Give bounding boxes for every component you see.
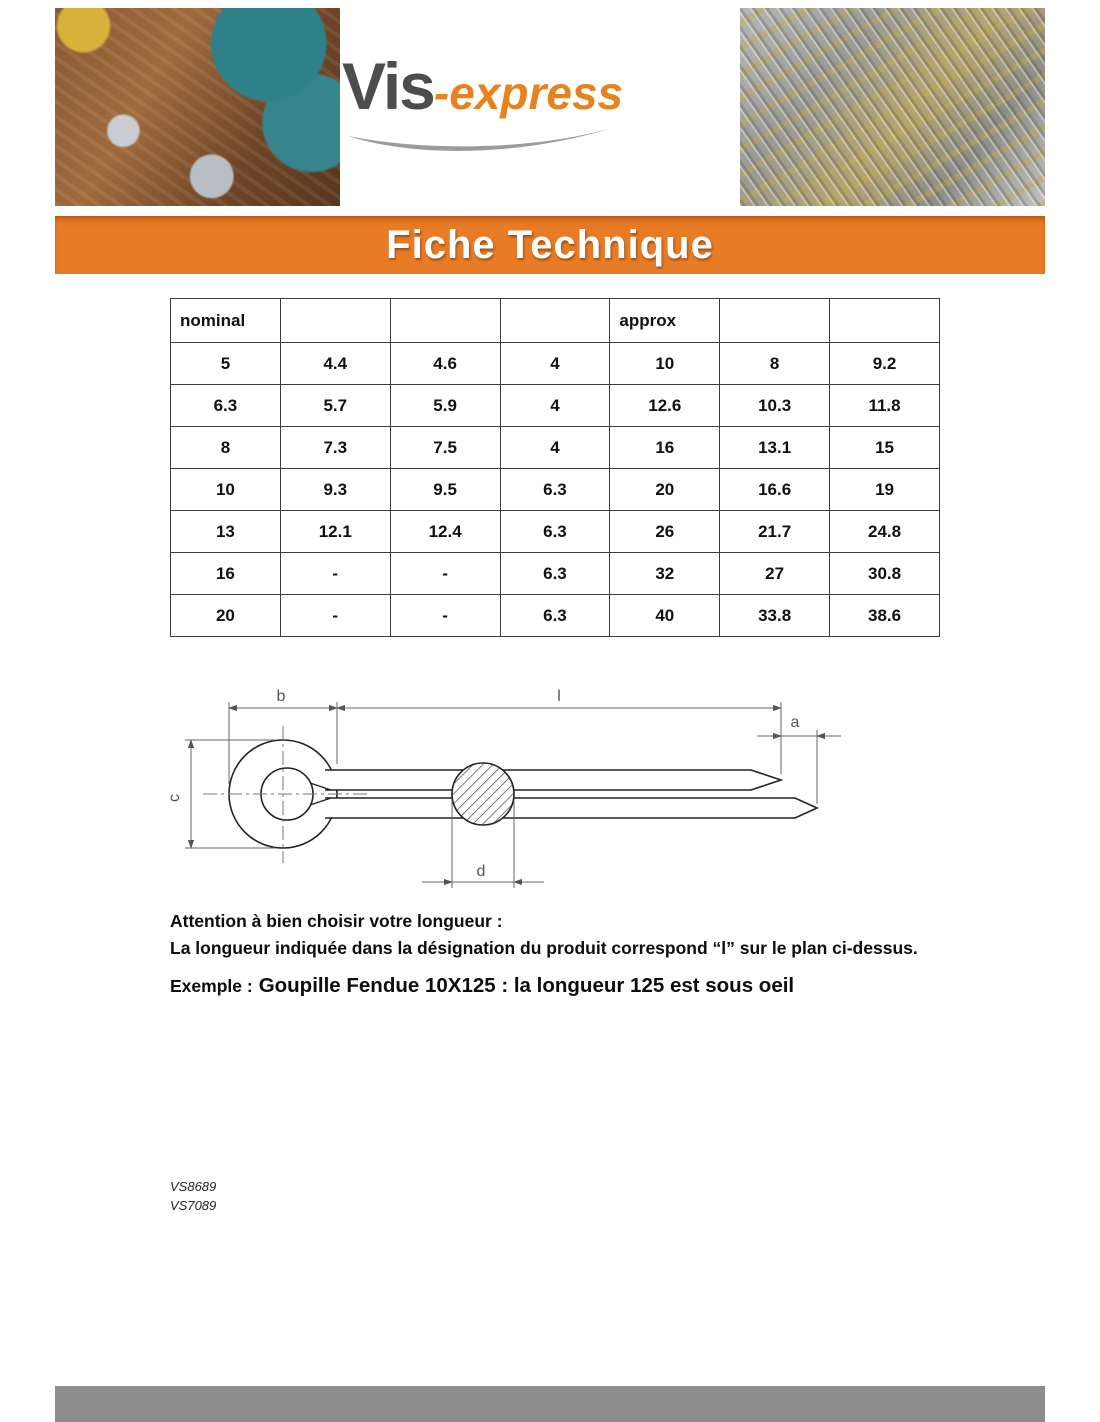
table-cell: 4 bbox=[500, 427, 610, 469]
table-cell: 20 bbox=[171, 595, 281, 637]
product-ref: VS7089 bbox=[170, 1197, 217, 1213]
table-row bbox=[171, 343, 940, 385]
table-cell: 30.8 bbox=[830, 553, 940, 595]
column-header bbox=[280, 299, 390, 343]
table-row bbox=[171, 511, 940, 553]
table-cell: 6.3 bbox=[500, 553, 610, 595]
column-header: approx bbox=[610, 299, 720, 343]
table-cell: 6.3 bbox=[500, 469, 610, 511]
example-text: Goupille Fendue 10X125 : la longueur 125 est sous oeil bbox=[258, 974, 795, 998]
screws-photo bbox=[740, 8, 1045, 206]
table-cell: 4 bbox=[500, 343, 610, 385]
logo-text-express: -express bbox=[433, 67, 624, 119]
table-cell: 9.3 bbox=[280, 469, 390, 511]
header bbox=[55, 8, 1045, 206]
header-row bbox=[171, 299, 940, 343]
table-row bbox=[171, 427, 940, 469]
table-row bbox=[171, 553, 940, 595]
table-cell: 6.3 bbox=[500, 511, 610, 553]
table-cell: 5.7 bbox=[280, 385, 390, 427]
table-cell: 7.5 bbox=[390, 427, 500, 469]
table-cell: 9.2 bbox=[830, 343, 940, 385]
table-cell: 5 bbox=[171, 343, 281, 385]
banner-title: Fiche Technique bbox=[386, 222, 714, 267]
table-cell: 19 bbox=[830, 469, 940, 511]
table-cell: 15 bbox=[830, 427, 940, 469]
table-cell: 10.3 bbox=[720, 385, 830, 427]
table-cell: 16 bbox=[610, 427, 720, 469]
table-row bbox=[171, 469, 940, 511]
table-cell: 4.4 bbox=[280, 343, 390, 385]
table-cell: 33.8 bbox=[720, 595, 830, 637]
product-references bbox=[170, 1178, 216, 1216]
dim-label-d: d bbox=[476, 863, 486, 880]
column-header bbox=[830, 299, 940, 343]
table-cell: 4.6 bbox=[390, 343, 500, 385]
dim-label-a: a bbox=[790, 714, 800, 731]
logo-text-vis: Vis bbox=[342, 49, 434, 123]
table-cell: 16 bbox=[171, 553, 281, 595]
column-header bbox=[720, 299, 830, 343]
table-cell: 10 bbox=[171, 469, 281, 511]
cotter-pin-drawing bbox=[163, 688, 938, 906]
table-cell: 27 bbox=[720, 553, 830, 595]
table-cell: 6.3 bbox=[500, 595, 610, 637]
table-cell: 12.4 bbox=[390, 511, 500, 553]
table-cell: 5.9 bbox=[390, 385, 500, 427]
table-cell: 13.1 bbox=[720, 427, 830, 469]
column-header bbox=[500, 299, 610, 343]
table-cell: 11.8 bbox=[830, 385, 940, 427]
table-cell: 4 bbox=[500, 385, 610, 427]
table-cell: 13 bbox=[171, 511, 281, 553]
spec-table-body bbox=[171, 343, 940, 637]
note-example bbox=[170, 970, 935, 1001]
spec-table-head bbox=[171, 299, 940, 343]
table-cell: 16.6 bbox=[720, 469, 830, 511]
vis-express-logo bbox=[342, 48, 742, 160]
table-cell: 10 bbox=[610, 343, 720, 385]
table-cell: 7.3 bbox=[280, 427, 390, 469]
table-cell: 26 bbox=[610, 511, 720, 553]
spec-table bbox=[170, 298, 940, 637]
dim-label-l: l bbox=[557, 688, 561, 705]
wire-cross-section bbox=[452, 763, 514, 825]
table-cell: 24.8 bbox=[830, 511, 940, 553]
column-header: nominal bbox=[171, 299, 281, 343]
table-cell: 12.6 bbox=[610, 385, 720, 427]
note-length-explanation: La longueur indiquée dans la désignation du produit correspond “l” sur le plan ci-dessus. bbox=[170, 937, 918, 958]
table-cell: 20 bbox=[610, 469, 720, 511]
table-cell: 21.7 bbox=[720, 511, 830, 553]
product-ref: VS8689 bbox=[170, 1179, 217, 1194]
logo-swoosh-graphic bbox=[346, 126, 616, 160]
table-cell: 9.5 bbox=[390, 469, 500, 511]
footer-bar bbox=[55, 1386, 1045, 1422]
dim-label-c: c bbox=[166, 794, 183, 802]
note-attention: Attention à bien choisir votre longueur : bbox=[170, 911, 503, 931]
column-header bbox=[390, 299, 500, 343]
table-cell: 8 bbox=[171, 427, 281, 469]
table-cell: 8 bbox=[720, 343, 830, 385]
table-cell: 38.6 bbox=[830, 595, 940, 637]
dim-label-b: b bbox=[276, 688, 286, 705]
table-cell: 12.1 bbox=[280, 511, 390, 553]
table-cell: - bbox=[390, 553, 500, 595]
workbench-photo bbox=[55, 8, 340, 206]
table-cell: 6.3 bbox=[171, 385, 281, 427]
notes bbox=[170, 908, 935, 1001]
table-cell: - bbox=[280, 553, 390, 595]
table-row bbox=[171, 385, 940, 427]
table-cell: 32 bbox=[610, 553, 720, 595]
logo-text bbox=[342, 48, 742, 124]
banner bbox=[55, 216, 1045, 274]
table-cell: 40 bbox=[610, 595, 720, 637]
table-row bbox=[171, 595, 940, 637]
table-cell: - bbox=[280, 595, 390, 637]
pin-outline bbox=[229, 740, 817, 848]
example-label: Exemple : bbox=[170, 976, 253, 997]
table-cell: - bbox=[390, 595, 500, 637]
cotter-pin-diagram bbox=[163, 688, 938, 906]
